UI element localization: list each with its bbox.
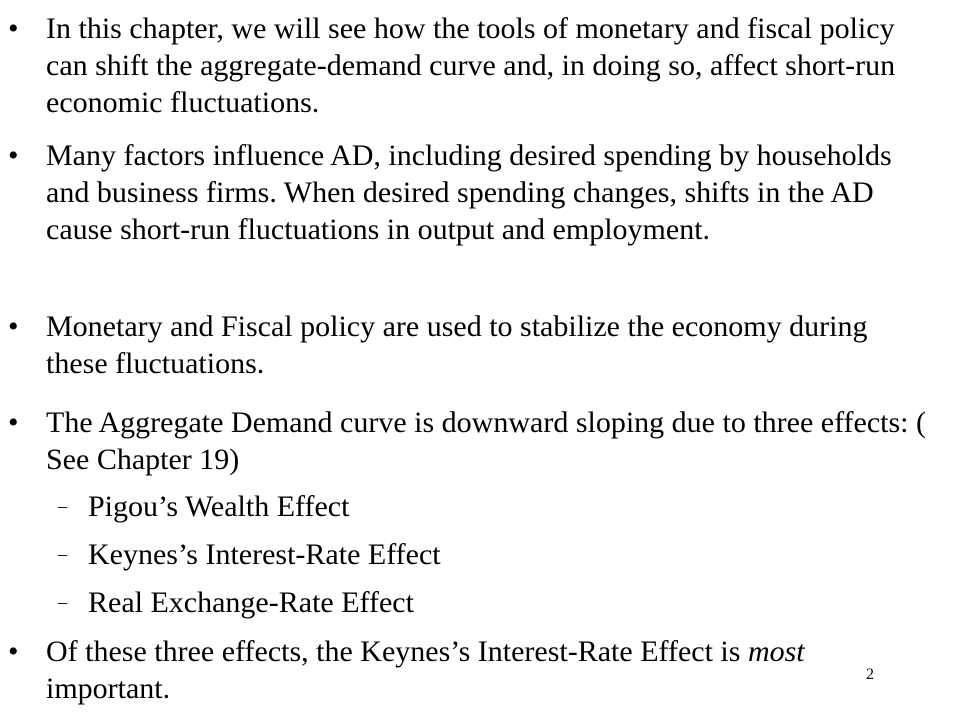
bullet-marker: • (8, 12, 19, 45)
bullet-5 (8, 633, 936, 707)
bullet-text: The Aggregate Demand curve is downward sloping due to three effects: ( See Chapter 19) (46, 406, 926, 476)
bullet-marker: • (8, 310, 19, 343)
bullet-1 (8, 10, 936, 121)
sub-bullet-2 (58, 536, 928, 573)
sub-bullet-1 (58, 488, 928, 525)
bullet-3 (8, 308, 936, 382)
bullet-emphasis: most (747, 635, 805, 668)
sub-bullet-marker: – (58, 496, 67, 516)
bullet-marker: • (8, 406, 19, 439)
bullet-marker: • (8, 139, 19, 172)
bullet-text-part2: important. (46, 672, 171, 705)
bullet-marker: • (8, 635, 19, 668)
sub-bullet-text: Keynes’s Interest-Rate Effect (88, 538, 441, 571)
bullet-4 (8, 404, 936, 478)
sub-bullet-text: Pigou’s Wealth Effect (88, 490, 350, 523)
sub-bullet-text: Real Exchange-Rate Effect (88, 586, 414, 619)
sub-bullet-marker: – (58, 544, 67, 564)
bullet-text: Monetary and Fiscal policy are used to stabilize the economy during these fluctuations. (46, 310, 868, 380)
page-number: 2 (866, 666, 874, 683)
bullet-2 (8, 137, 936, 248)
bullet-text-part1: Of these three effects, the Keynes’s Interest-Rate Effect is (46, 635, 748, 668)
bullet-text: In this chapter, we will see how the tools of monetary and fiscal policy can shift the aggregate-demand curve and, in doing so, affect short-run economic fluctuations. (46, 12, 896, 119)
bullet-text: Many factors influence AD, including desired spending by households and business firms. When desired spending changes, shifts in the AD cause short-run fluctuations in output and employment. (46, 139, 892, 246)
sub-bullet-marker: – (58, 592, 67, 612)
sub-bullet-3 (58, 584, 928, 621)
